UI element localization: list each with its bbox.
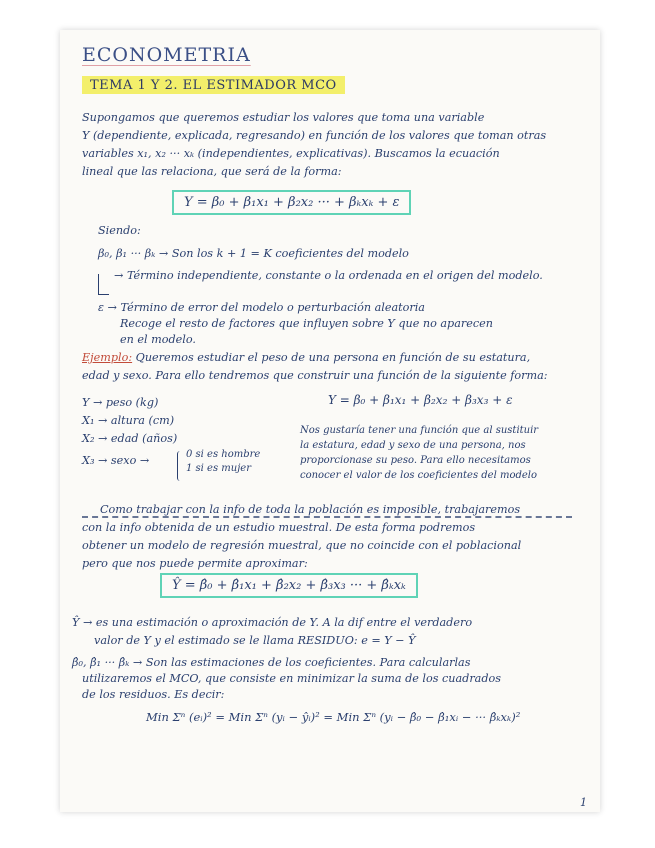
brace-icon [177,451,184,481]
page-title: ECONOMETRIA [82,44,251,66]
sexo-value: 0 si es hombre [186,449,261,460]
variable-item: X₃ → sexo → [82,454,150,467]
beta0-text: Término independiente, constante o la ordenada en el origen del modelo. [126,269,543,282]
beta-definition: β₀, β₁ ··· βₖ → Son los k + 1 = K coeficientes del modelo [98,247,409,260]
tema-heading: TEMA 1 Y 2. EL ESTIMADOR MCO [82,76,345,94]
yhat-line: valor de Y y el estimado se le llama RESIDUO: e = Y − Ŷ [94,634,416,647]
ejemplo-line [82,350,530,366]
ejemplo-line: edad y sexo. Para ello tendremos que construir una función de la siguiente forma: [82,369,548,382]
bhat-line: utilizaremos el MCO, que consiste en minimizar la suma de los cuadrados [82,672,501,685]
yhat-line: Ŷ → es una estimación o aproximación de Y. A la dif entre el verdadero [72,616,473,629]
right-arrow-icon: → [114,269,127,282]
note-line: Nos gustaría tener una función que al sustituir [300,425,539,436]
note-line: conocer el valor de los coeficientes del modelo [300,470,538,481]
connector-arrow-icon [98,274,109,295]
bhat-line: β̂₀, β̂₁ ··· β̂ₖ → Son las estimaciones de los coeficientes. Para calcularlas [72,656,471,669]
bhat-line: de los residuos. Es decir: [82,688,225,701]
error-line: Recoge el resto de factores que influyen sobre Y que no aparecen [120,317,493,330]
intro-line: variables x₁, x₂ ··· xₖ (independientes, explicativas). Buscamos la ecuación [82,147,500,160]
estimated-equation-box: Ŷ = β̂₀ + β̂₁x₁ + β̂₂x₂ + β̂₃x₃ ··· + β̂ₖxₖ [160,573,418,598]
min-equation: Min Σⁿ (eᵢ)² = Min Σⁿ (yᵢ − ŷᵢ)² = Min Σⁿ (yᵢ − β̂₀ − β̂₁xᵢ − ··· β̂ₖxₖ)² [146,710,521,724]
ejemplo-equation: Y = β₀ + β₁x₁ + β₂x₂ + β₃x₃ + ε [328,393,513,407]
error-line: ε → Término de error del modelo o perturbación aleatoria [98,301,425,314]
siendo-label: Siendo: [98,224,141,237]
muestral-line: Como trabajar con la info de toda la población es imposible, trabajaremos [100,503,521,516]
notebook-page [60,30,600,812]
ejemplo-label: Ejemplo: [82,351,133,364]
variable-item: X₁ → altura (cm) [82,414,175,427]
variable-item: X₂ → edad (años) [82,432,178,445]
error-line: en el modelo. [120,333,196,346]
intro-line: Supongamos que queremos estudiar los valores que toma una variable [82,111,485,124]
model-equation-box: Y = β₀ + β₁x₁ + β₂x₂ ··· + βₖxₖ + ε [172,190,411,215]
intro-line: Y (dependiente, explicada, regresando) en función de los valores que toman otras [82,129,547,142]
note-line: la estatura, edad y sexo de una persona, nos [300,440,526,451]
muestral-line: pero que nos puede permite aproximar: [82,557,308,570]
ejemplo-text: Queremos estudiar el peso de una persona en función de su estatura, [135,351,531,364]
intro-line: lineal que las relaciona, que será de la forma: [82,165,342,178]
sexo-value: 1 si es mujer [186,463,251,474]
muestral-line: con la info obtenida de un estudio muestral. De esta forma podremos [82,521,476,534]
note-line: proporcionase su peso. Para ello necesitamos [300,455,531,466]
variable-item: Y → peso (kg) [82,396,159,409]
muestral-line: obtener un modelo de regresión muestral, que no coincide con el poblacional [82,539,522,552]
beta0-definition [114,268,543,284]
page-number: 1 [580,796,587,809]
